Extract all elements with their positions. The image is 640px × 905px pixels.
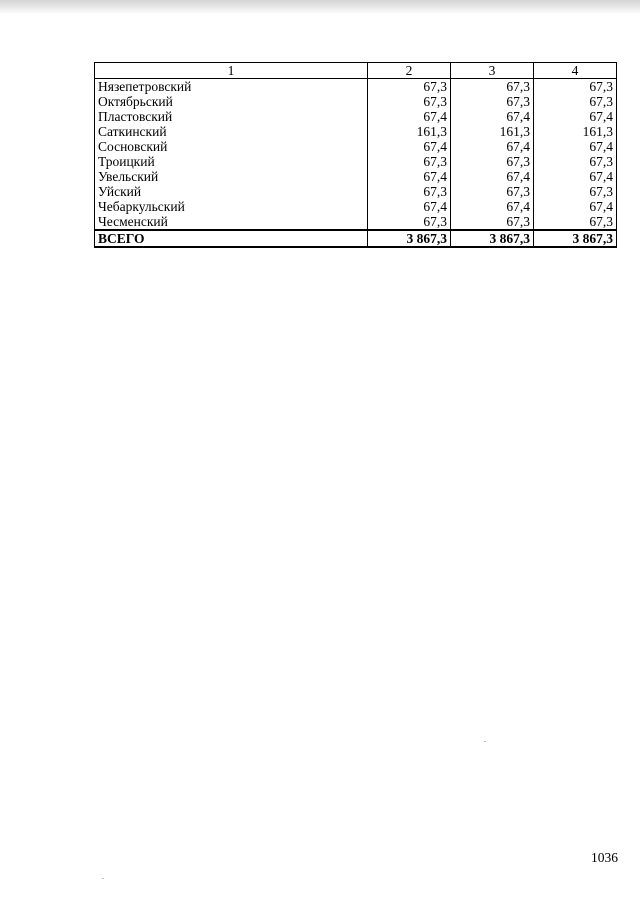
total-label: ВСЕГО [95,230,368,247]
district-name: Уйский [95,184,368,199]
value-col-3: 67,4 [451,109,534,124]
district-name: Саткинский [95,124,368,139]
value-col-2: 161,3 [368,124,451,139]
value-col-2: 67,4 [368,199,451,214]
table-row [95,79,617,95]
table-row [95,139,617,154]
scan-speck [102,878,104,879]
value-col-3: 67,3 [451,154,534,169]
value-col-2: 67,3 [368,154,451,169]
value-col-4: 67,4 [534,109,617,124]
total-col-4: 3 867,3 [534,230,617,247]
value-col-2: 67,3 [368,184,451,199]
value-col-3: 67,3 [451,184,534,199]
value-col-4: 67,3 [534,214,617,230]
value-col-3: 67,3 [451,94,534,109]
value-col-3: 67,4 [451,139,534,154]
header-cell-4: 4 [534,63,617,79]
value-col-2: 67,4 [368,109,451,124]
district-name: Сосновский [95,139,368,154]
table-row [95,184,617,199]
value-col-3: 161,3 [451,124,534,139]
district-name: Октябрьский [95,94,368,109]
value-col-4: 161,3 [534,124,617,139]
district-name: Троицкий [95,154,368,169]
table-row [95,214,617,230]
value-col-2: 67,4 [368,169,451,184]
value-col-4: 67,3 [534,79,617,95]
value-col-2: 67,3 [368,79,451,95]
value-col-4: 67,4 [534,169,617,184]
district-name: Нязепетровский [95,79,368,95]
value-col-2: 67,3 [368,214,451,230]
value-col-2: 67,3 [368,94,451,109]
header-cell-2: 2 [368,63,451,79]
total-row [95,230,617,247]
table-row [95,169,617,184]
value-col-3: 67,3 [451,79,534,95]
table-row [95,199,617,214]
value-col-2: 67,4 [368,139,451,154]
value-col-3: 67,3 [451,214,534,230]
district-name: Пластовский [95,109,368,124]
value-col-4: 67,4 [534,199,617,214]
district-name: Увельский [95,169,368,184]
scan-speck [484,741,486,742]
table-row [95,124,617,139]
page-number: 1036 [591,850,618,865]
total-col-3: 3 867,3 [451,230,534,247]
value-col-4: 67,3 [534,94,617,109]
table-row [95,94,617,109]
district-name: Чесменский [95,214,368,230]
table-row [95,109,617,124]
header-cell-1: 1 [95,63,368,79]
scan-top-shadow [0,0,640,14]
value-col-4: 67,3 [534,154,617,169]
table-row [95,154,617,169]
value-col-3: 67,4 [451,199,534,214]
budget-table [94,62,617,248]
value-col-3: 67,4 [451,169,534,184]
value-col-4: 67,3 [534,184,617,199]
table-header-row [95,63,617,79]
district-name: Чебаркульский [95,199,368,214]
value-col-4: 67,4 [534,139,617,154]
total-col-2: 3 867,3 [368,230,451,247]
header-cell-3: 3 [451,63,534,79]
